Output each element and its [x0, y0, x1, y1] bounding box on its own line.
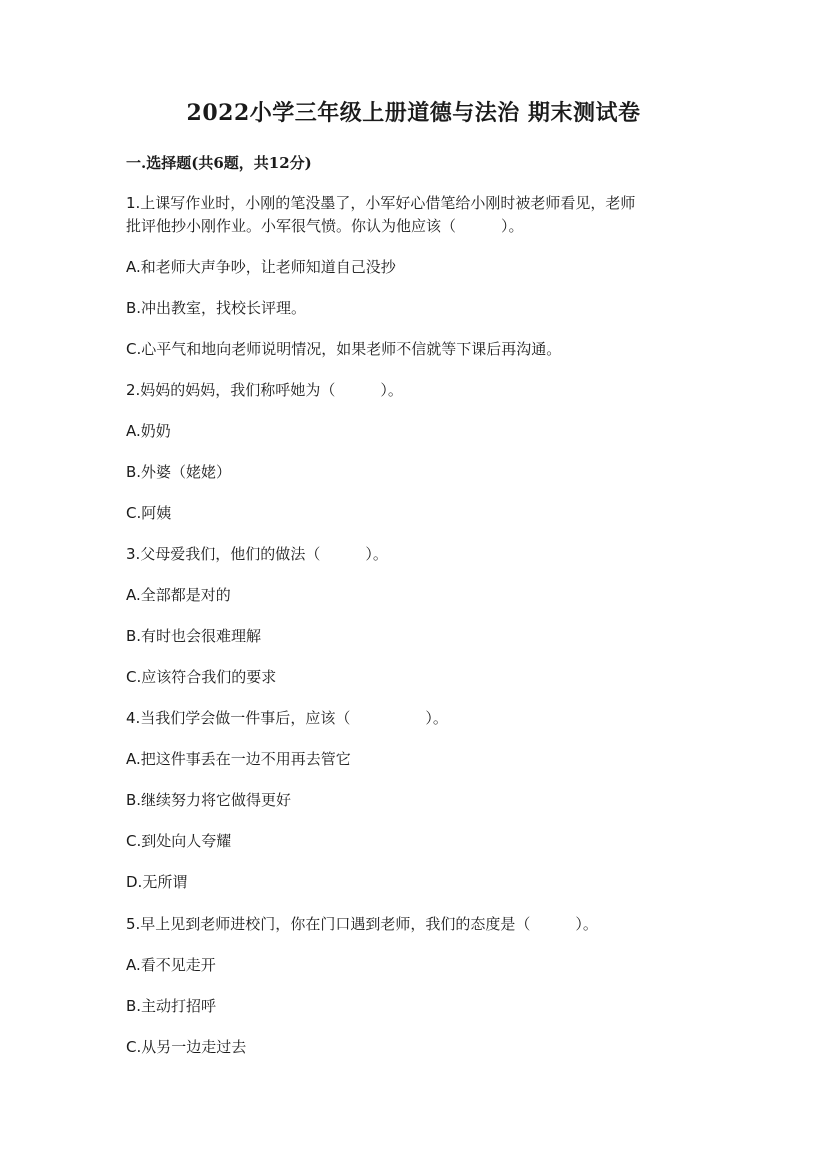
- page-title: 2022小学三年级上册道德与法治 期末测试卷: [186, 100, 641, 126]
- question-3-option-c: C.应该符合我们的要求: [126, 668, 277, 686]
- question-1-stem-line-1: 1.上课写作业时，小刚的笔没墨了，小军好心借笔给小刚时被老师看见，老师: [126, 194, 636, 212]
- question-4-option-b: B.继续努力将它做得更好: [126, 791, 292, 809]
- question-5-stem: 5.早上见到老师进校门，你在门口遇到老师，我们的态度是（ ）。: [126, 915, 598, 933]
- question-5-option-b: B.主动打招呼: [126, 997, 217, 1015]
- question-4-stem: 4.当我们学会做一件事后，应该（ ）。: [126, 709, 448, 727]
- section-heading: 一.选择题(共6题，共12分): [126, 154, 312, 172]
- question-4-option-d: D.无所谓: [126, 873, 188, 891]
- question-2-option-a: A.奶奶: [126, 422, 171, 440]
- question-3-option-b: B.有时也会很难理解: [126, 627, 262, 645]
- question-1-stem-line-2: 批评他抄小刚作业。小军很气愤。你认为他应该（ ）。: [126, 217, 524, 235]
- question-2-stem: 2.妈妈的妈妈，我们称呼她为（ ）。: [126, 381, 403, 399]
- question-1-option-b: B.冲出教室，找校长评理。: [126, 299, 307, 317]
- question-4-option-c: C.到处向人夸耀: [126, 832, 232, 850]
- question-3-stem: 3.父母爱我们，他们的做法（ ）。: [126, 545, 388, 563]
- question-5-option-c: C.从另一边走过去: [126, 1038, 247, 1056]
- question-5-option-a: A.看不见走开: [126, 956, 216, 974]
- question-1-option-c: C.心平气和地向老师说明情况，如果老师不信就等下课后再沟通。: [126, 340, 562, 358]
- question-1-option-a: A.和老师大声争吵，让老师知道自己没抄: [126, 258, 396, 276]
- question-4-option-a: A.把这件事丢在一边不用再去管它: [126, 750, 351, 768]
- question-2-option-c: C.阿姨: [126, 504, 172, 522]
- question-2-option-b: B.外婆（姥姥）: [126, 463, 232, 481]
- question-3-option-a: A.全部都是对的: [126, 586, 231, 604]
